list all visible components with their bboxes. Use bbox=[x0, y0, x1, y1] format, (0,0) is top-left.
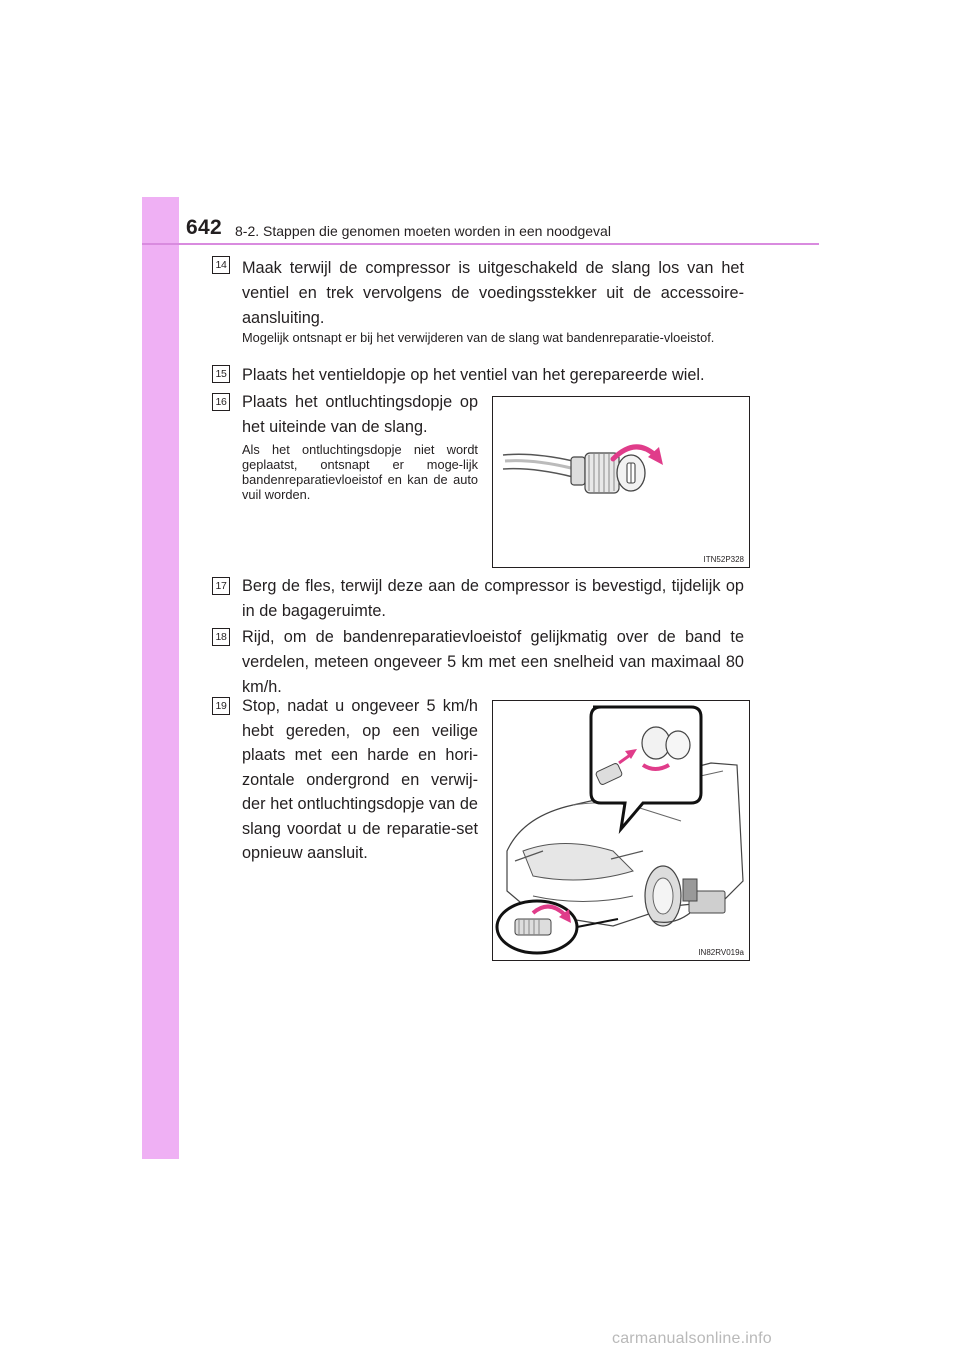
step-17-text: Berg de fles, terwijl deze aan de compressor is bevestigd, tijdelijk op in de bagageruimte. bbox=[242, 577, 744, 620]
header-rule bbox=[142, 243, 819, 245]
figure-car-repair bbox=[492, 700, 750, 961]
step-16-note: Als het ontluchtingsdopje niet wordt geplaatst, ontsnapt er moge-lijk bandenreparatievloeistof en kan de auto vuil worden. bbox=[242, 442, 478, 502]
step-number-19: 19 bbox=[212, 697, 230, 715]
side-color-bar bbox=[142, 197, 179, 1159]
step-number-18: 18 bbox=[212, 628, 230, 646]
step-number-16: 16 bbox=[212, 393, 230, 411]
watermark: carmanualsonline.info bbox=[612, 1330, 772, 1347]
step-14-text: Maak terwijl de compressor is uitgeschakeld de slang los van het ventiel en trek vervolgens de voedingsstekker uit de accessoire-aansluiting. bbox=[242, 259, 744, 327]
step-14-note: Mogelijk ontsnapt er bij het verwijderen van de slang wat bandenreparatie-vloeistof. bbox=[242, 330, 715, 345]
step-18-text: Rijd, om de bandenreparatievloeistof gelijkmatig over de band te verdelen, meteen ongeveer 5 km met een snelheid van maximaal 80 km/h. bbox=[242, 628, 744, 696]
car-repair-illustration bbox=[493, 701, 749, 960]
figure-hose-cap bbox=[492, 396, 750, 568]
hose-cap-illustration bbox=[493, 397, 749, 567]
figure-code: IN82RV019a bbox=[698, 948, 744, 957]
step-number-17: 17 bbox=[212, 577, 230, 595]
figure-code: ITN52P328 bbox=[703, 555, 744, 564]
step-number-15: 15 bbox=[212, 365, 230, 383]
step-19-text: Stop, nadat u ongeveer 5 km/h hebt gereden, op een veilige plaats met een harde en hori-zontale ondergrond en verwij-der het ontluchtingsdopje van de slang voordat u de reparatie-set opnieuw aansluit. bbox=[242, 697, 478, 862]
step-number-14: 14 bbox=[212, 256, 230, 274]
page-number: 642 bbox=[186, 216, 222, 239]
step-15-text: Plaats het ventieldopje op het ventiel van het gerepareerde wiel. bbox=[242, 366, 705, 384]
section-title: 8-2. Stappen die genomen moeten worden in een noodgeval bbox=[235, 223, 611, 239]
step-16-text: Plaats het ontluchtingsdopje op het uiteinde van de slang. bbox=[242, 393, 478, 436]
